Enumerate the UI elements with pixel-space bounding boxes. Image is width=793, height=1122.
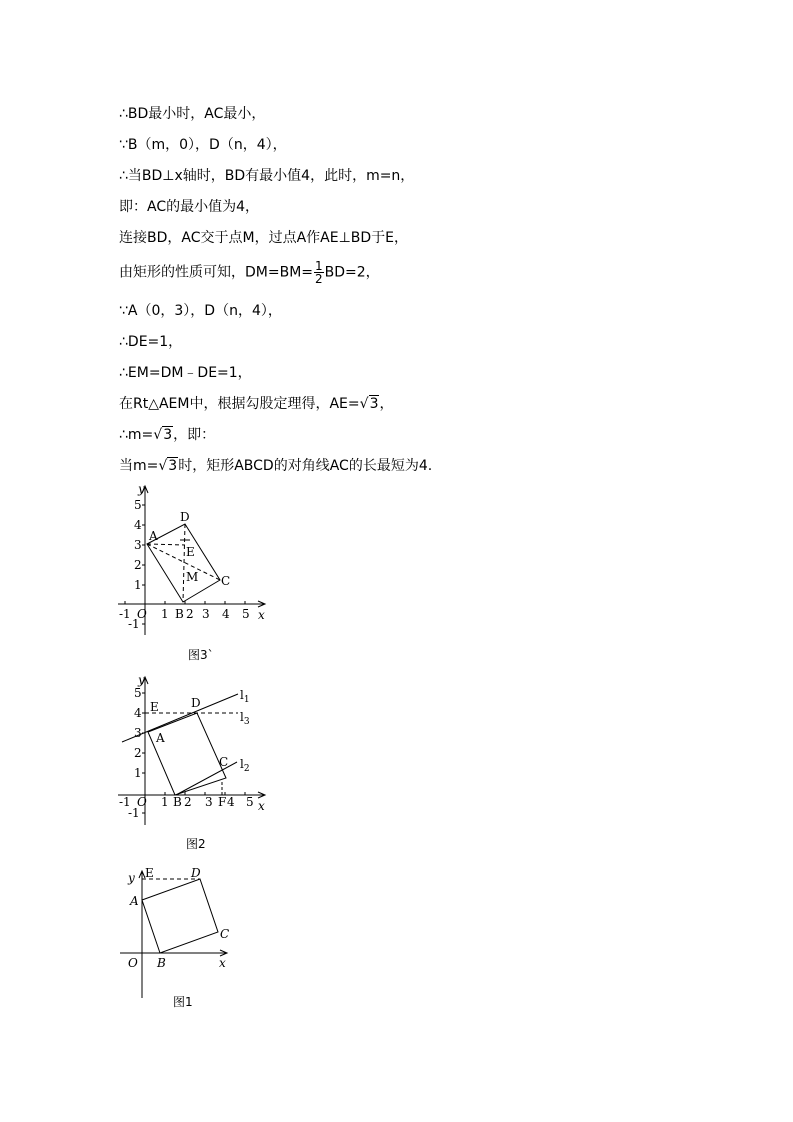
sqrt-expression: √3 xyxy=(158,458,178,474)
svg-text:3: 3 xyxy=(134,726,142,740)
svg-text:O: O xyxy=(137,607,147,621)
solution-line-3: ∴当BD⊥x轴时，BD有最小值4，此时，m=n， xyxy=(119,168,415,184)
point-label-b: B xyxy=(157,956,166,970)
figure-3-caption: 图3` xyxy=(188,648,214,662)
point-label-e: E xyxy=(150,700,159,714)
solution-line-5: 连接BD，AC交于点M，过点A作AE⊥BD于E， xyxy=(119,230,408,246)
point-label-c: C xyxy=(221,574,231,588)
line-label-l2: $l_2$ xyxy=(240,757,250,774)
svg-text:-1: -1 xyxy=(128,806,140,820)
sqrt-expression: √3 xyxy=(359,396,379,412)
solution-line-2: ∵B（m，0），D（n，4）， xyxy=(119,137,287,153)
point-label-c: C xyxy=(219,755,229,769)
svg-text:4: 4 xyxy=(227,795,235,809)
sqrt-expression: √3 xyxy=(153,427,173,443)
svg-text:-1: -1 xyxy=(119,795,131,809)
point-label-d: D xyxy=(191,696,201,710)
svg-text:-1: -1 xyxy=(128,617,140,631)
point-label-f: F xyxy=(218,795,227,809)
svg-text:3: 3 xyxy=(202,607,210,621)
svg-text:5: 5 xyxy=(242,607,250,621)
solution-line-12-post: 时，矩形ABCD的对角线AC的长最短为4. xyxy=(178,458,433,474)
figure-2 xyxy=(110,672,280,832)
figure-1-caption: 图1 xyxy=(173,995,193,1009)
axis-label-y: y xyxy=(138,482,145,496)
sqrt-radicand: 3 xyxy=(168,458,178,474)
svg-text:2: 2 xyxy=(134,558,142,572)
origin-label: O xyxy=(128,956,138,970)
point-label-m: M xyxy=(186,570,199,584)
svg-text:3: 3 xyxy=(134,538,142,552)
svg-text:2: 2 xyxy=(184,795,192,809)
svg-text:3: 3 xyxy=(205,795,213,809)
solution-line-4: 即：AC的最小值为4， xyxy=(119,199,260,215)
axis-label-x: x xyxy=(258,799,265,813)
point-label-d: D xyxy=(191,866,201,880)
solution-line-11 xyxy=(119,426,215,444)
svg-text:1: 1 xyxy=(134,578,142,592)
fraction-one-half xyxy=(314,260,324,285)
segment-ae xyxy=(147,544,185,545)
solution-line-11-post: ，即： xyxy=(173,427,216,443)
solution-line-11-pre: ∴m= xyxy=(119,427,154,443)
svg-text:2: 2 xyxy=(186,607,194,621)
axis-label-x: x xyxy=(258,608,265,622)
figure-2-caption: 图2 xyxy=(186,837,206,851)
sqrt-radicand: 3 xyxy=(163,427,173,443)
svg-text:-1: -1 xyxy=(119,607,131,621)
point-label-a: A xyxy=(130,894,139,908)
point-label-e: E xyxy=(186,545,195,559)
svg-text:5: 5 xyxy=(134,498,142,512)
figure-3 xyxy=(110,480,280,650)
solution-line-1: ∴BD最小时，AC最小， xyxy=(119,106,266,122)
solution-line-8: ∴DE=1， xyxy=(119,334,183,350)
solution-line-10-post: ， xyxy=(379,396,394,412)
axis-label-y: y xyxy=(138,673,145,687)
svg-text:1: 1 xyxy=(161,795,169,809)
point-label-d: D xyxy=(180,510,190,524)
rectangle-abcd xyxy=(148,713,229,795)
point-label-e: E xyxy=(145,866,154,880)
line-label-l1: $l_1$ xyxy=(240,688,250,705)
solution-line-6-post: BD=2， xyxy=(324,264,380,281)
solution-line-7: ∵A（0，3），D（n，4）， xyxy=(119,303,282,319)
fraction-numerator: 1 xyxy=(315,259,323,273)
svg-text:5: 5 xyxy=(246,795,254,809)
solution-line-10 xyxy=(119,395,393,413)
svg-text:2: 2 xyxy=(134,746,142,760)
solution-line-6 xyxy=(119,260,380,285)
solution-line-12 xyxy=(119,457,432,475)
solution-line-10-pre: 在Rt△AEM中，根据勾股定理得，AE= xyxy=(119,396,360,412)
line-label-l3: $l_3$ xyxy=(240,710,250,727)
figure-1 xyxy=(110,860,250,1005)
svg-text:4: 4 xyxy=(134,706,142,720)
rectangle-abcd xyxy=(142,879,218,953)
sqrt-radicand: 3 xyxy=(369,396,379,412)
axis-label-y: y xyxy=(128,871,135,885)
svg-text:O: O xyxy=(137,795,147,809)
point-label-a: A xyxy=(149,529,158,543)
svg-text:1: 1 xyxy=(161,607,169,621)
solution-line-9: ∴EM=DM﹣DE=1， xyxy=(119,365,252,381)
svg-text:1: 1 xyxy=(134,766,142,780)
solution-line-12-pre: 当m= xyxy=(119,458,159,474)
solution-line-6-pre: 由矩形的性质可知，DM=BM= xyxy=(119,264,314,281)
axis-label-x: x xyxy=(219,956,226,970)
point-label-a: A xyxy=(156,731,165,745)
svg-text:4: 4 xyxy=(134,518,142,532)
fraction-denominator: 2 xyxy=(315,272,323,286)
point-label-b: B xyxy=(175,607,184,621)
svg-text:4: 4 xyxy=(222,607,230,621)
point-label-c: C xyxy=(220,927,230,941)
svg-text:5: 5 xyxy=(134,686,142,700)
point-label-b: B xyxy=(173,795,182,809)
